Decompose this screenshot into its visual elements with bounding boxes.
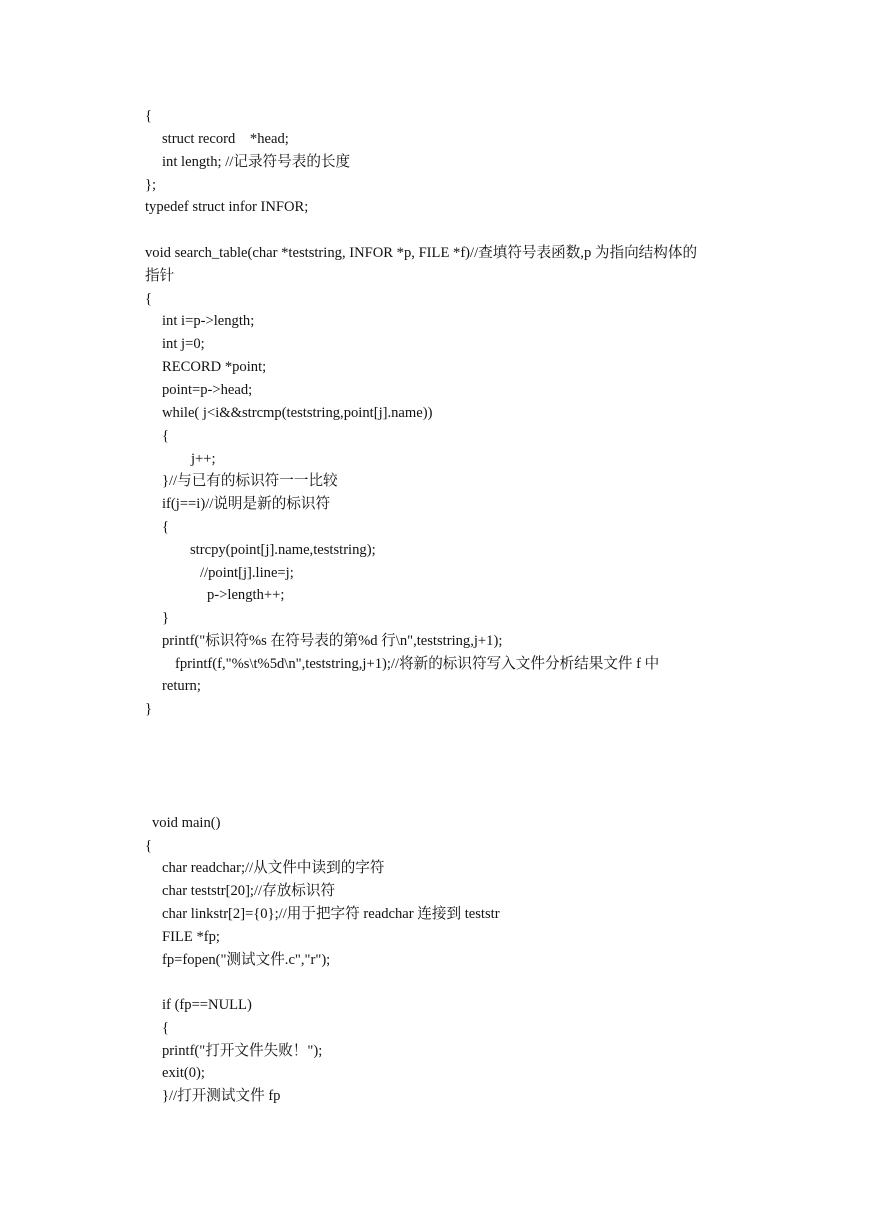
code-line: p->length++;: [207, 587, 285, 603]
code-line: FILE *fp;: [162, 929, 220, 945]
code-line: {: [162, 519, 170, 535]
code-line: RECORD *point;: [162, 359, 267, 375]
code-line: printf("标识符%s 在符号表的第%d 行\n",teststring,j+1);: [162, 633, 503, 649]
code-line: if(j==i)//说明是新的标识符: [162, 496, 331, 512]
code-line: printf("打开文件失败！");: [162, 1043, 323, 1059]
code-line: {: [145, 108, 153, 124]
code-line: if (fp==NULL): [162, 997, 252, 1013]
code-line: {: [145, 838, 153, 854]
code-line: point=p->head;: [162, 382, 253, 398]
code-line: }: [162, 610, 170, 626]
code-line: char teststr[20];//存放标识符: [162, 883, 336, 899]
code-line: int i=p->length;: [162, 313, 255, 329]
code-line: j++;: [191, 451, 216, 467]
code-line: //point[j].line=j;: [200, 565, 294, 581]
code-line: {: [162, 1020, 170, 1036]
code-line: int j=0;: [162, 336, 205, 352]
code-line: 指针: [145, 268, 175, 284]
code-line: strcpy(point[j].name,teststring);: [190, 542, 376, 558]
code-line: char linkstr[2]={0};//用于把字符 readchar 连接到 teststr: [162, 906, 500, 922]
code-line: void search_table(char *teststring, INFOR *p, FILE *f)//查填符号表函数,p 为指向结构体的: [145, 245, 698, 261]
code-line: typedef struct infor INFOR;: [145, 199, 309, 215]
code-line: fprintf(f,"%s\t%5d\n",teststring,j+1);//将新的标识符写入文件分析结果文件 f 中: [175, 656, 660, 672]
code-line: {: [145, 291, 153, 307]
code-line: }//与已有的标识符一一比较: [162, 473, 338, 489]
code-line: exit(0);: [162, 1065, 205, 1081]
code-line: void main(): [152, 815, 221, 831]
code-line: return;: [162, 678, 201, 694]
code-line: }//打开测试文件 fp: [162, 1088, 281, 1104]
code-line: {: [162, 428, 170, 444]
code-line: int length; //记录符号表的长度: [162, 154, 351, 170]
code-line: fp=fopen("测试文件.c","r");: [162, 952, 331, 968]
code-line: }: [145, 701, 153, 717]
code-line: while( j<i&&strcmp(teststring,point[j].name)): [162, 405, 433, 421]
code-line: };: [145, 177, 157, 193]
code-line: struct record *head;: [162, 131, 289, 147]
code-line: char readchar;//从文件中读到的字符: [162, 860, 385, 876]
